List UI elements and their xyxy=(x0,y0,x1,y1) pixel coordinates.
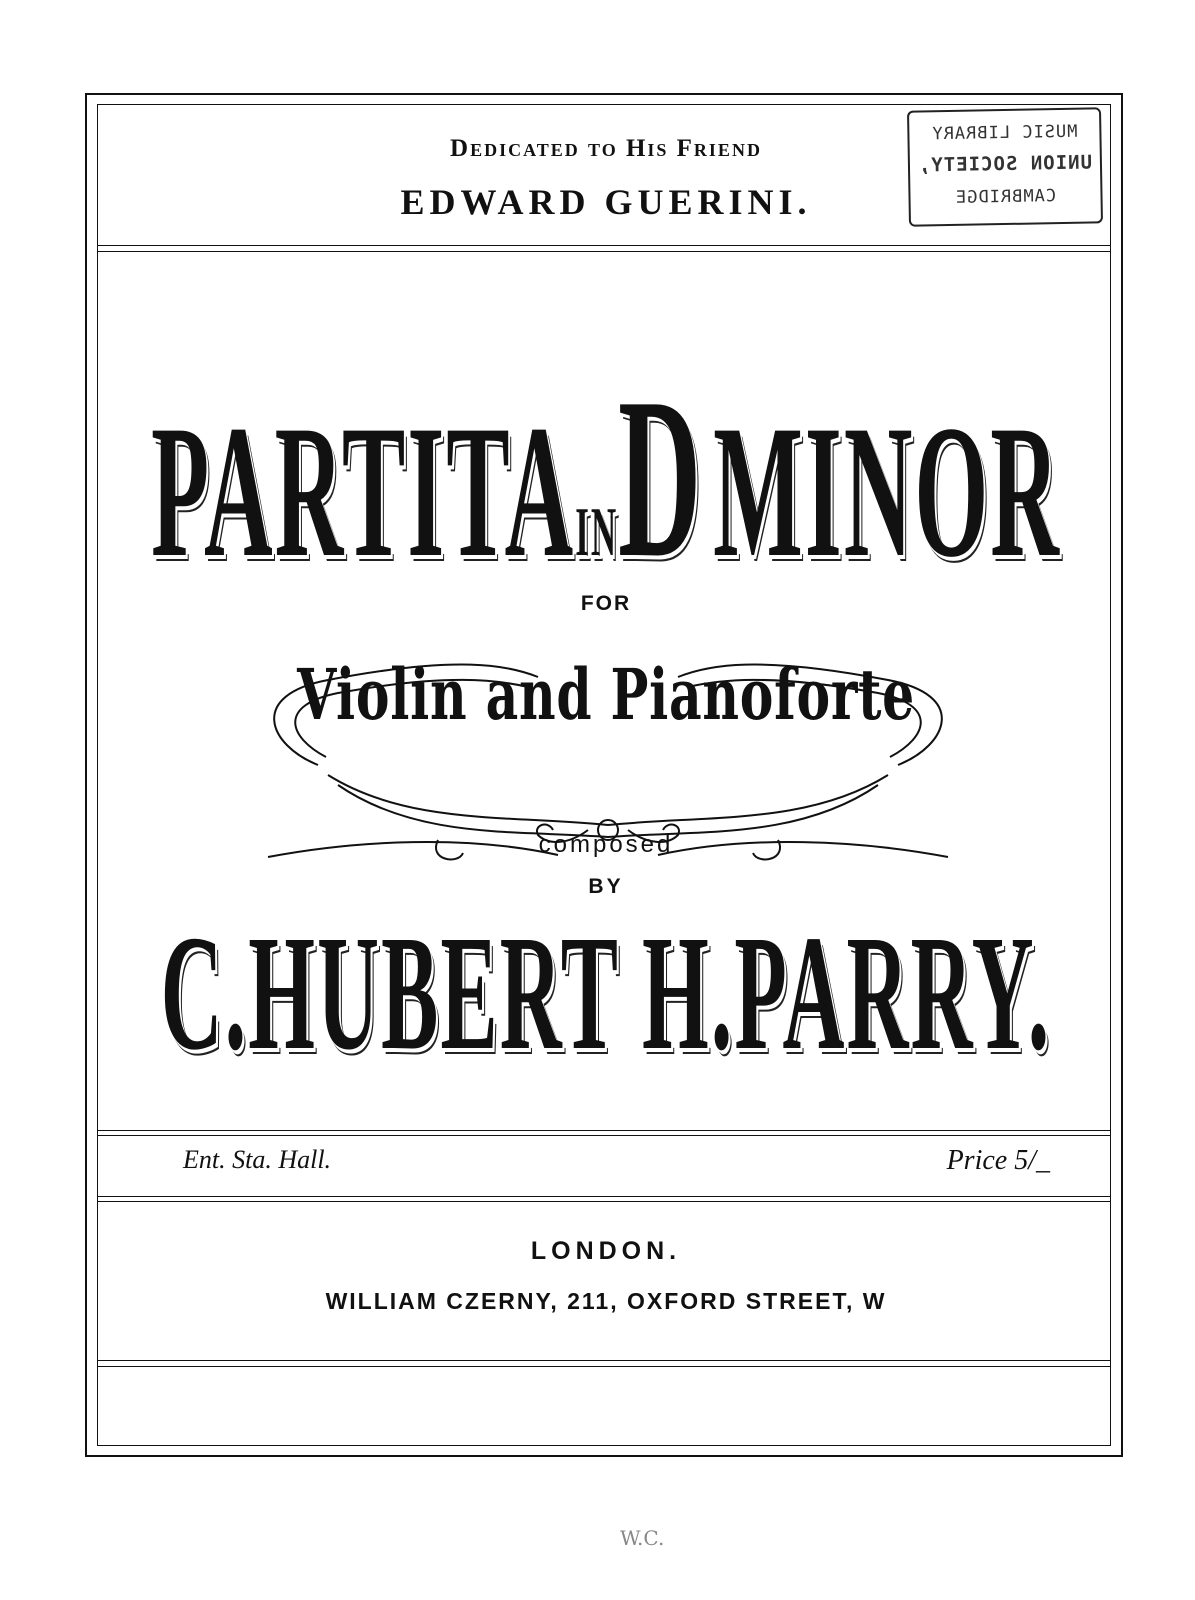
footer-mark: W.C. xyxy=(620,1526,665,1550)
divider-top xyxy=(98,245,1110,246)
outer-frame xyxy=(85,93,1123,1457)
divider-lower-2 xyxy=(98,1201,1110,1202)
stationers-hall-entry: Ent. Sta. Hall. xyxy=(183,1145,332,1174)
library-stamp xyxy=(907,107,1103,226)
composer-block xyxy=(98,901,1114,1084)
title-word: D xyxy=(618,350,704,605)
publisher-address: WILLIAM CZERNY, 211, OXFORD STREET, W xyxy=(325,1288,887,1314)
composer-name: C.HUBERT H.PARRY. xyxy=(160,901,1052,1084)
composed-label: composed xyxy=(538,831,674,858)
inner-frame xyxy=(97,104,1111,1446)
publisher-city: LONDON. xyxy=(530,1237,682,1265)
dedication-line: Dedicated to His Friend xyxy=(450,135,762,162)
divider-bottom xyxy=(98,1360,1110,1361)
divider-lower xyxy=(98,1196,1110,1197)
stamp-line: UNION SOCIETY, xyxy=(917,151,1093,177)
by-label: BY xyxy=(588,875,624,898)
divider-top-2 xyxy=(98,251,1110,252)
divider-middle xyxy=(98,1130,1110,1131)
divider-bottom-2 xyxy=(98,1366,1110,1367)
divider-middle-2 xyxy=(98,1135,1110,1136)
title-word: PARTITA xyxy=(151,387,576,597)
stamp-line: MUSIC LIBRARY xyxy=(931,121,1078,145)
dedicatee-name: EDWARD GUERINI. xyxy=(400,182,812,222)
title-word: MINOR xyxy=(713,387,1061,597)
title-word: IN xyxy=(575,494,619,571)
price-label: Price 5/_ xyxy=(946,1145,1050,1176)
instrumentation: Violin and Pianoforte xyxy=(297,653,915,736)
for-label: FOR xyxy=(580,592,632,615)
stamp-line: CAMBRIDGE xyxy=(954,186,1057,208)
